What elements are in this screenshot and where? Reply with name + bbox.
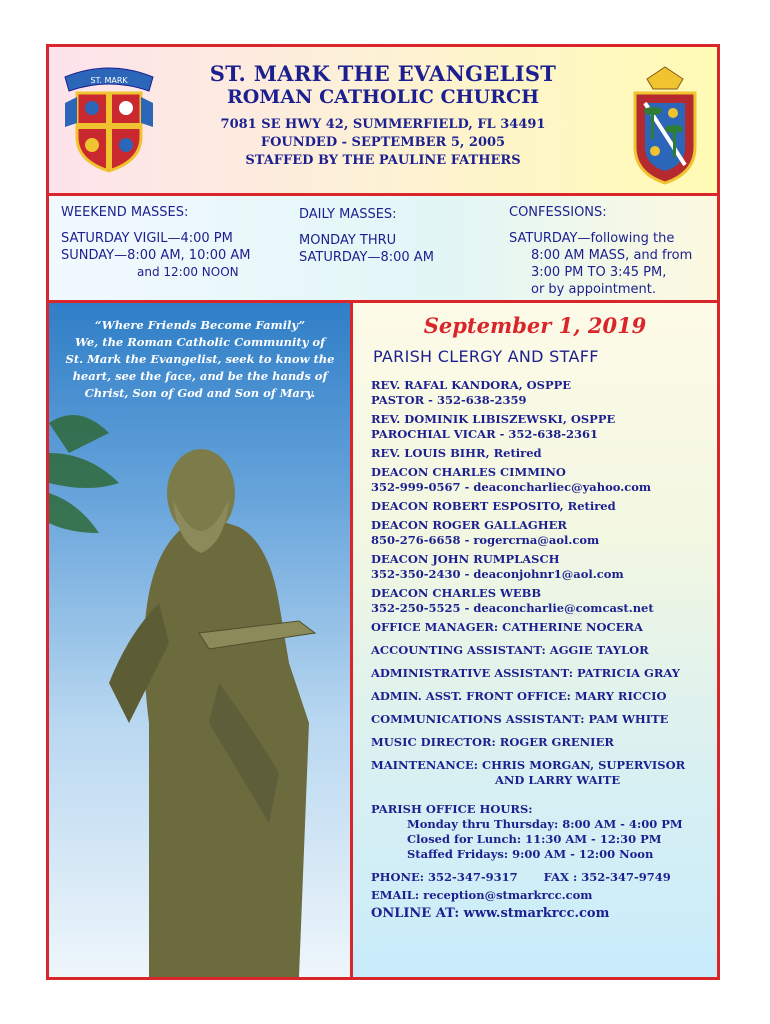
staff-entry bbox=[371, 712, 711, 727]
staff-entry bbox=[371, 499, 711, 514]
confession-line: or by appointment. bbox=[531, 282, 657, 297]
staffed-by: STAFFED BY THE PAULINE FATHERS bbox=[245, 153, 521, 168]
crest-banner-text: ST. MARK bbox=[90, 76, 128, 85]
founded-date: FOUNDED - SEPTEMBER 5, 2005 bbox=[260, 135, 506, 150]
confessions-heading: CONFESSIONS: bbox=[509, 205, 607, 220]
office-email[interactable]: EMAIL: reception@stmarkrcc.com bbox=[371, 888, 593, 902]
staff-phone: 352-350-2430 - bbox=[371, 567, 474, 581]
office-hours-heading: PARISH OFFICE HOURS: bbox=[371, 802, 533, 816]
staff-entry bbox=[371, 552, 711, 582]
staff-detail: PAROCHIAL VICAR - 352-638-2361 bbox=[371, 427, 598, 441]
weekend-masses-heading: WEEKEND MASSES: bbox=[61, 205, 189, 220]
staff-entry bbox=[371, 643, 711, 658]
staff-name: REV. LOUIS BIHR, Retired bbox=[371, 446, 542, 460]
church-subtitle: ROMAN CATHOLIC CHURCH bbox=[226, 86, 540, 108]
office-hours-line: Closed for Lunch: 11:30 AM - 12:30 PM bbox=[407, 832, 662, 846]
staff-entry bbox=[371, 378, 711, 408]
contact-info bbox=[371, 870, 711, 921]
staff-name: DEACON ROGER GALLAGHER bbox=[371, 518, 567, 532]
office-fax: FAX : 352-347-9749 bbox=[543, 870, 671, 884]
confession-line: 8:00 AM MASS, and from bbox=[531, 248, 693, 263]
staff-entry bbox=[371, 586, 711, 616]
staff-name: REV. RAFAL KANDORA, OSPPE bbox=[371, 378, 572, 392]
staff-detail: AND LARRY WAITE bbox=[495, 773, 621, 787]
staff-entry bbox=[371, 666, 711, 681]
staff-name: ADMIN. ASST. FRONT OFFICE: MARY RICCIO bbox=[371, 689, 667, 703]
daily-masses-heading: DAILY MASSES: bbox=[299, 207, 397, 222]
pauline-fathers-crest-icon bbox=[627, 65, 703, 185]
confession-line: SATURDAY—following the bbox=[509, 231, 675, 246]
staff-phone: 352-250-5525 - bbox=[371, 601, 474, 615]
office-phone: PHONE: 352-347-9317 bbox=[371, 870, 518, 884]
staff-name: DEACON ROBERT ESPOSITO, Retired bbox=[371, 499, 616, 513]
staff-name: DEACON CHARLES WEBB bbox=[371, 586, 542, 600]
staff-entry bbox=[371, 689, 711, 704]
daily-masses bbox=[299, 206, 434, 266]
staff-entry bbox=[371, 518, 711, 548]
saint-mark-statue-image bbox=[49, 303, 350, 977]
daily-mass-line: SATURDAY—8:00 AM bbox=[299, 250, 434, 265]
parish-crest-icon bbox=[61, 63, 157, 175]
staff-name: DEACON JOHN RUMPLASCH bbox=[371, 552, 560, 566]
daily-mass-line: MONDAY THRU bbox=[299, 233, 397, 248]
staff-entry bbox=[371, 758, 711, 788]
church-name: ST. MARK THE EVANGELIST bbox=[209, 61, 557, 86]
office-hours-line: Staffed Fridays: 9:00 AM - 12:00 Noon bbox=[407, 847, 654, 861]
staff-detail: PASTOR - 352-638-2359 bbox=[371, 393, 527, 407]
bulletin-frame bbox=[46, 44, 720, 980]
statue-panel bbox=[49, 303, 353, 977]
staff-name: MUSIC DIRECTOR: ROGER GRENIER bbox=[371, 735, 614, 749]
staff-phone: 850-276-6658 - bbox=[371, 533, 474, 547]
weekend-masses bbox=[61, 204, 251, 281]
church-heading bbox=[159, 61, 607, 170]
staff-email-link[interactable]: rogercrna@aol.com bbox=[473, 533, 600, 547]
office-hours-line: Monday thru Thursday: 8:00 AM - 4:00 PM bbox=[407, 817, 683, 831]
header bbox=[49, 47, 717, 196]
staff-name: ADMINISTRATIVE ASSISTANT: PATRICIA GRAY bbox=[371, 666, 680, 680]
staff-name: MAINTENANCE: CHRIS MORGAN, SUPERVISOR bbox=[371, 758, 686, 772]
church-address: 7081 SE HWY 42, SUMMERFIELD, FL 34491 bbox=[220, 117, 546, 132]
staff-entry bbox=[371, 735, 711, 750]
mass-schedule bbox=[49, 196, 717, 303]
staff-entry bbox=[371, 446, 711, 461]
staff-name: COMMUNICATIONS ASSISTANT: PAM WHITE bbox=[371, 712, 669, 726]
staff-email-link[interactable]: deaconcharlie@comcast.net bbox=[473, 601, 654, 615]
staff-name: ACCOUNTING ASSISTANT: AGGIE TAYLOR bbox=[371, 643, 649, 657]
weekend-mass-line: and 12:00 NOON bbox=[137, 265, 239, 279]
weekend-mass-line: SUNDAY—8:00 AM, 10:00 AM bbox=[61, 248, 251, 263]
confessions bbox=[509, 204, 692, 298]
clergy-panel bbox=[353, 303, 717, 977]
mission-quote: “Where Friends Become Family” bbox=[94, 318, 306, 332]
staff-list bbox=[371, 378, 711, 921]
staff-email-link[interactable]: deaconcharliec@yahoo.com bbox=[473, 480, 652, 494]
staff-name: REV. DOMINIK LIBISZEWSKI, OSPPE bbox=[371, 412, 616, 426]
staff-phone: 352-999-0567 - bbox=[371, 480, 474, 494]
office-hours bbox=[371, 802, 711, 862]
mission-text: We, the Roman Catholic Community of St. Mark the Evangelist, seek to know the heart, see the face, and be the hands of Christ, Son of God and Son of Mary. bbox=[65, 335, 335, 400]
staff-entry bbox=[371, 412, 711, 442]
bulletin-date: September 1, 2019 bbox=[423, 313, 647, 338]
weekend-mass-line: SATURDAY VIGIL—4:00 PM bbox=[61, 231, 233, 246]
mission-statement bbox=[65, 317, 335, 402]
staff-entry bbox=[371, 465, 711, 495]
confession-line: 3:00 PM TO 3:45 PM, bbox=[531, 265, 667, 280]
staff-entry bbox=[371, 620, 711, 635]
staff-name: DEACON CHARLES CIMMINO bbox=[371, 465, 566, 479]
clergy-title: PARISH CLERGY AND STAFF bbox=[373, 347, 599, 366]
staff-name: OFFICE MANAGER: CATHERINE NOCERA bbox=[371, 620, 643, 634]
staff-email-link[interactable]: deaconjohnr1@aol.com bbox=[473, 567, 624, 581]
website-link[interactable]: ONLINE AT: www.stmarkrcc.com bbox=[371, 906, 610, 921]
